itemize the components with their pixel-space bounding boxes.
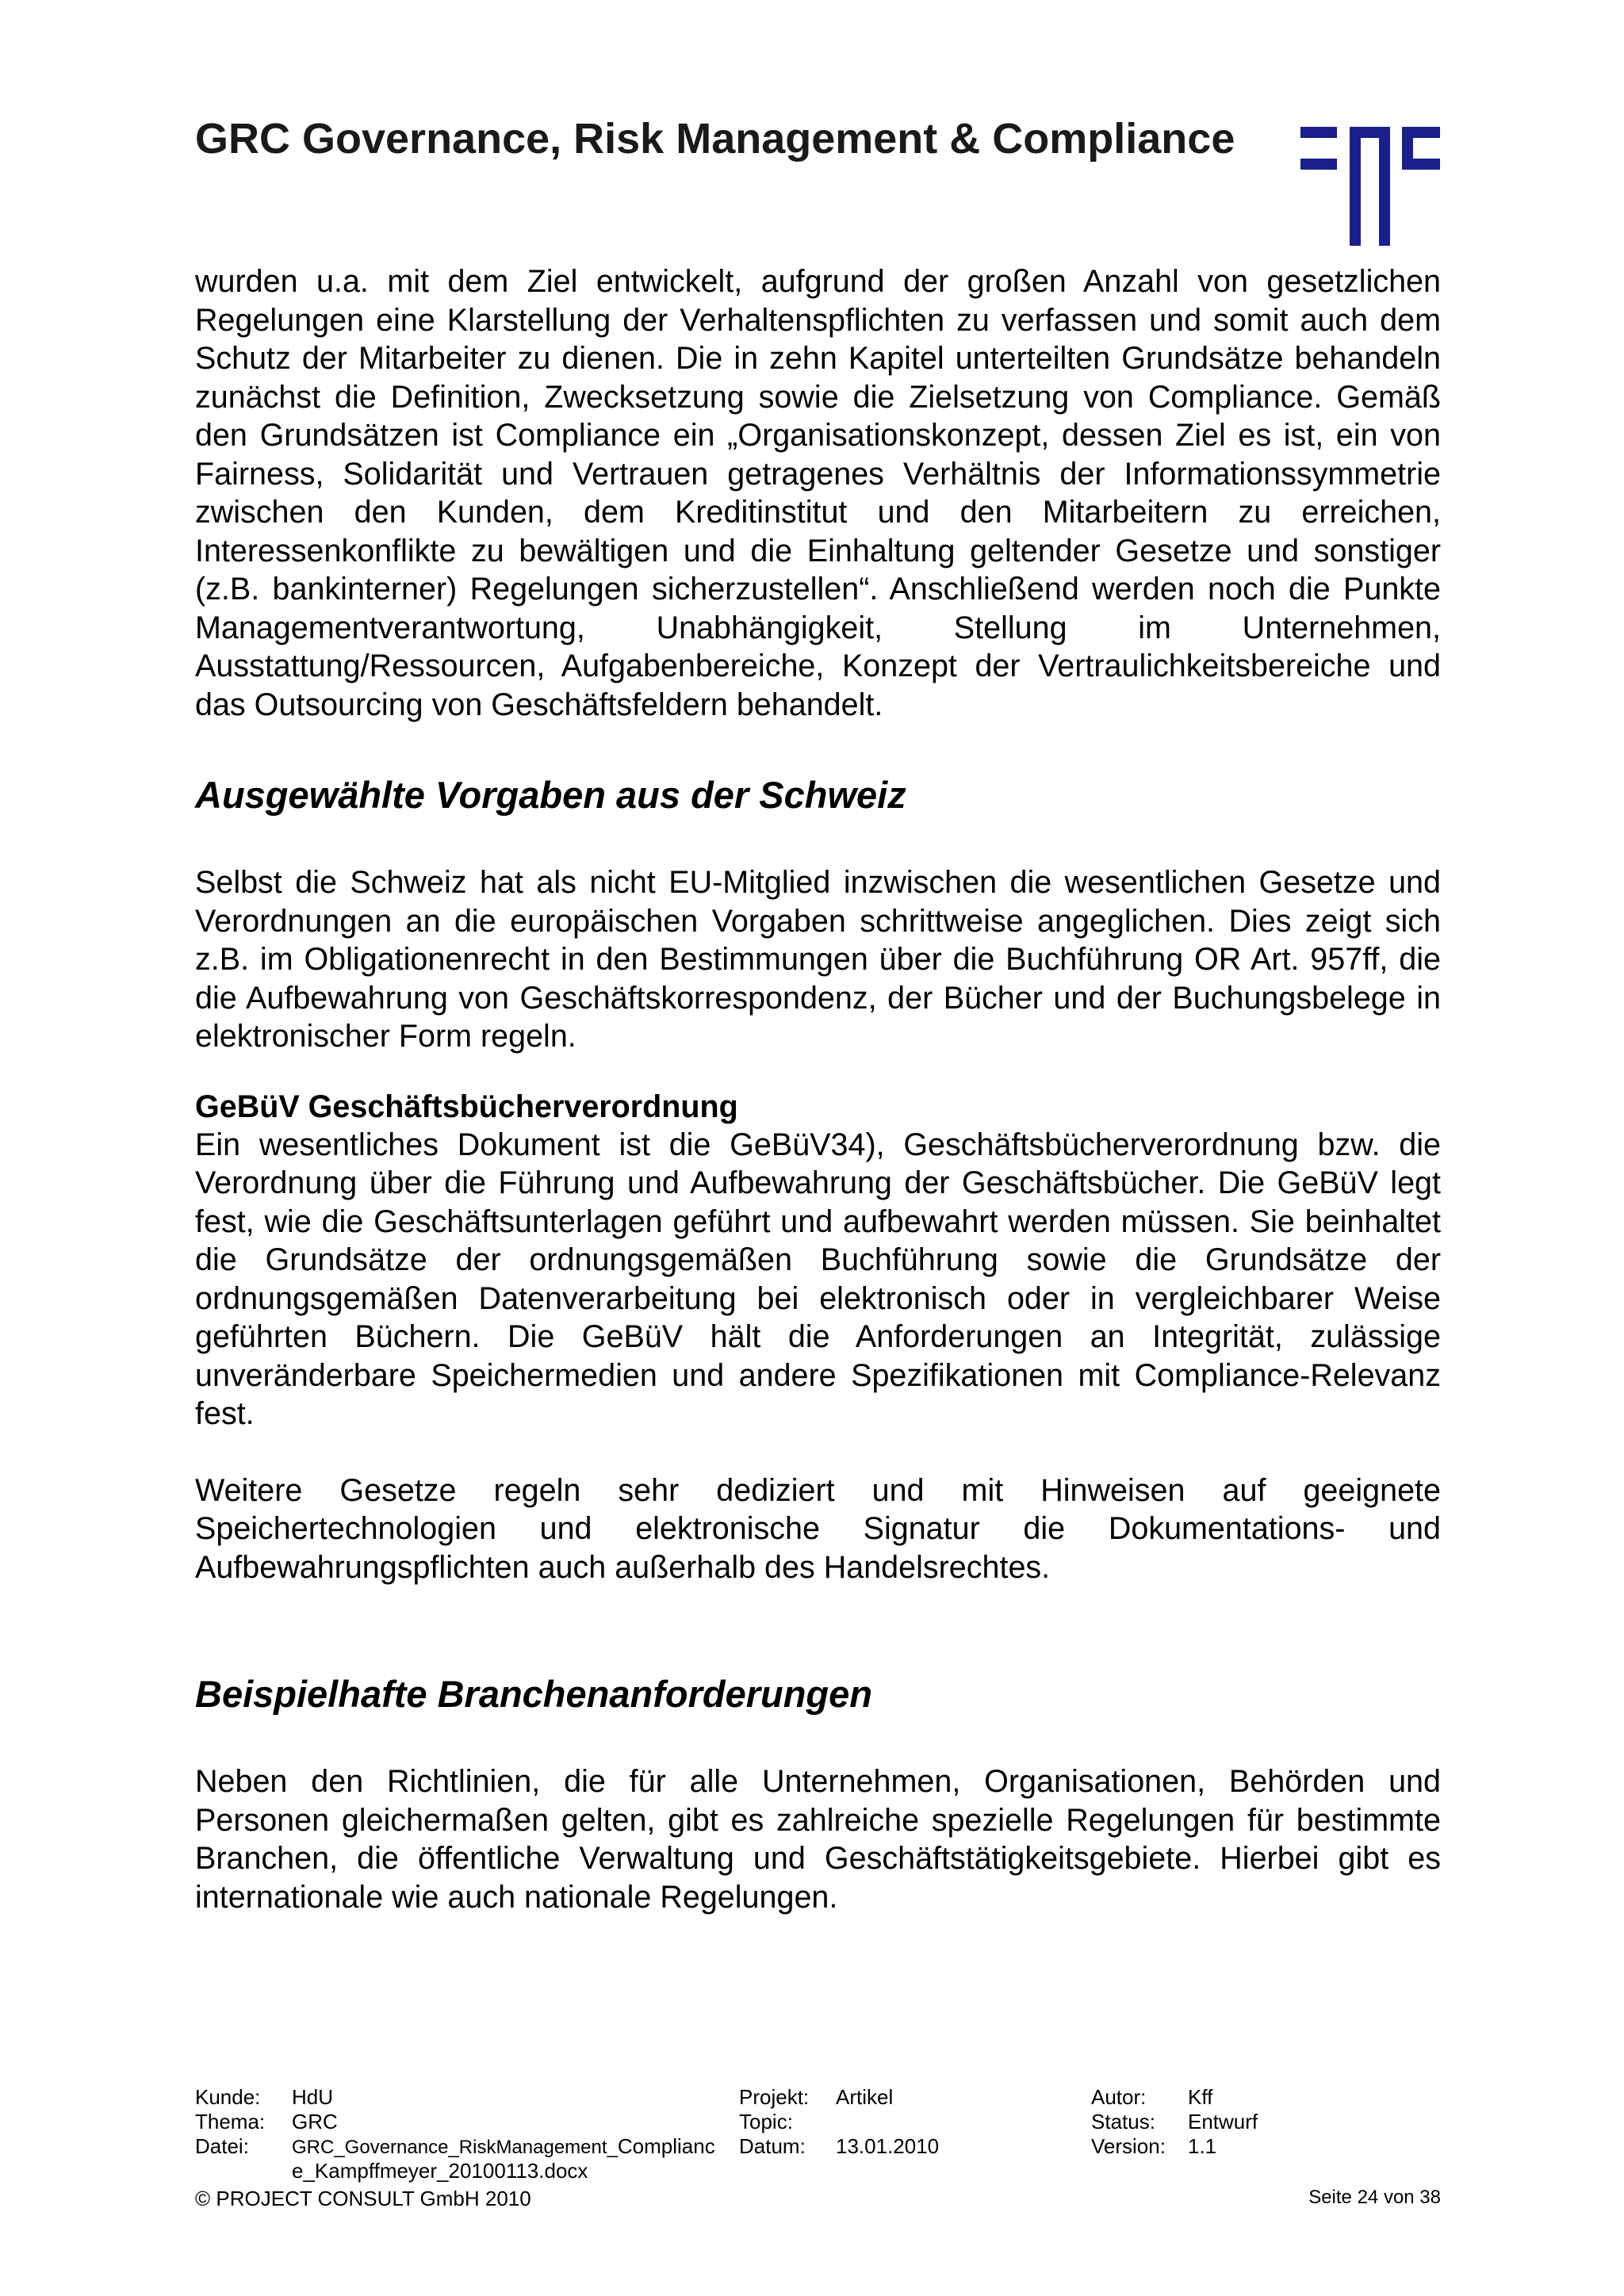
company-logo [1300, 127, 1440, 246]
footer-value-version: 1.1 [1188, 2134, 1217, 2158]
paragraph-switzerland: Selbst die Schweiz hat als nicht EU-Mitglied inzwischen die wesentlichen Gesetze und Verordnungen an die europäischen Vorgaben schrittweise angeglichen. Dies zeigt sich z.B. im Obligationenrecht in den Bestimmungen über die Buchführung OR Art. 957ff, die die Aufbewahrung von Geschäftskorrespondenz, der Bücher und der Buchungsbelege in elektronischer Form regeln. [195, 865, 1441, 1054]
footer-col-customer [195, 2085, 715, 2183]
subheading-gebuev: GeBüV Geschäftsbücherverordnung [195, 1089, 738, 1124]
footer-value-thema: GRC [292, 2110, 338, 2133]
document-body [195, 262, 1441, 1916]
footer-value-kunde: HdU [292, 2085, 334, 2109]
heading-industry-requirements: Beispielhafte Branchenanforderungen [195, 1673, 872, 1715]
footer-value-autor: Kff [1188, 2085, 1213, 2109]
footer-col-project [739, 2085, 939, 2159]
footer-label: Datum: [739, 2134, 806, 2158]
footer-label: Autor: [1091, 2085, 1147, 2109]
footer-label: Version: [1091, 2134, 1166, 2158]
footer-value-datei-cont: Complianc [617, 2134, 715, 2158]
paragraph-compliance-principles: wurden u.a. mit dem Ziel entwickelt, aufgrund der großen Anzahl von gesetzlichen Regelungen eine Klarstellung der Verhaltenspflichten zu verfassen und somit auch dem Schutz der Mitarbeiter zu dienen. Die in zehn Kapitel unterteilten Grundsätze behandeln zunächst die Definition, Zwecksetzung sowie die Zielsetzung von Compliance. Gemäß den Grundsätzen ist Compliance ein „Organisationskonzept, dessen Ziel es ist, ein von Fairness, Solidarität und Vertrauen getragenes Verhältnis der Informationssymmetrie zwischen den Kunden, dem Kreditinstitut und den Mitarbeitern zu erreichen, Interessenkonflikte zu bewältigen und die Einhaltung geltender Gesetze und sonstiger (z.B. bankinterner) Regelungen sicherzustellen“. Anschließend werden noch die Punkte Managementverantwortung, Unabhängigkeit, Stellung im Unternehmen, Ausstattung/Ressourcen, Aufgabenbereiche, Konzept der Vertraulichkeitsbereiche und das Outsourcing von Geschäftsfeldern behandelt. [195, 264, 1441, 722]
page-title: GRC Governance, Risk Management & Compliance [195, 115, 1235, 163]
footer-label: Status: [1091, 2110, 1155, 2133]
footer-value-status: Entwurf [1188, 2110, 1258, 2133]
page-number: Seite 24 von 38 [1308, 2187, 1441, 2208]
footer-label: Projekt: [739, 2085, 810, 2109]
paragraph-industry-requirements: Neben den Richtlinien, die für alle Unternehmen, Organisationen, Behörden und Personen gleichermaßen gelten, gibt es zahlreiche spezielle Regelungen für bestimmte Branchen, die öffentliche Verwaltung und Geschäftstätigkeitsgebiete. Hierbei gibt es internationale wie auch nationale Regelungen. [195, 1764, 1441, 1915]
footer-value-datei-line2: e_Kampffmeyer_20100113.docx [292, 2159, 588, 2183]
footer-value-projekt: Artikel [836, 2085, 894, 2109]
footer-value-datum: 13.01.2010 [836, 2134, 940, 2158]
copyright: © PROJECT CONSULT GmbH 2010 [195, 2187, 531, 2210]
footer-label: Kunde: [195, 2085, 261, 2109]
paragraph-further-laws: Weitere Gesetze regeln sehr dediziert und mit Hinweisen auf geeignete Speichertechnologien und elektronische Signatur die Dokumentations- und Aufbewahrungspflichten auch außerhalb des Handelsrechtes. [195, 1472, 1441, 1585]
footer-label: Thema: [195, 2110, 266, 2133]
footer-bottom [195, 2187, 1441, 2211]
footer-label: Datei: [195, 2134, 249, 2158]
footer-label: Topic: [739, 2110, 793, 2133]
paragraph-gebuev: Ein wesentliches Dokument ist die GeBüV34), Geschäftsbücherverordnung bzw. die Verordnung über die Führung und Aufbewahrung der Geschäftsbücher. Die GeBüV legt fest, wie die Geschäftsunterlagen geführt und aufbewahrt werden müssen. Sie beinhaltet die Grundsätze der ordnungsgemäßen Buchführung sowie die Grundsätze der ordnungsgemäßen Datenverarbeitung bei elektronisch oder in vergleichbarer Weise geführten Büchern. Die GeBüV hält die Anforderungen an Integrität, zulässige unveränderbare Speichermedien und andere Spezifikationen mit Compliance-Relevanz fest. [195, 1127, 1441, 1431]
heading-switzerland: Ausgewählte Vorgaben aus der Schweiz [195, 774, 906, 816]
footer-col-author [1091, 2085, 1258, 2159]
footer-value-datei: GRC_Governance_RiskManagement_ [292, 2137, 618, 2158]
